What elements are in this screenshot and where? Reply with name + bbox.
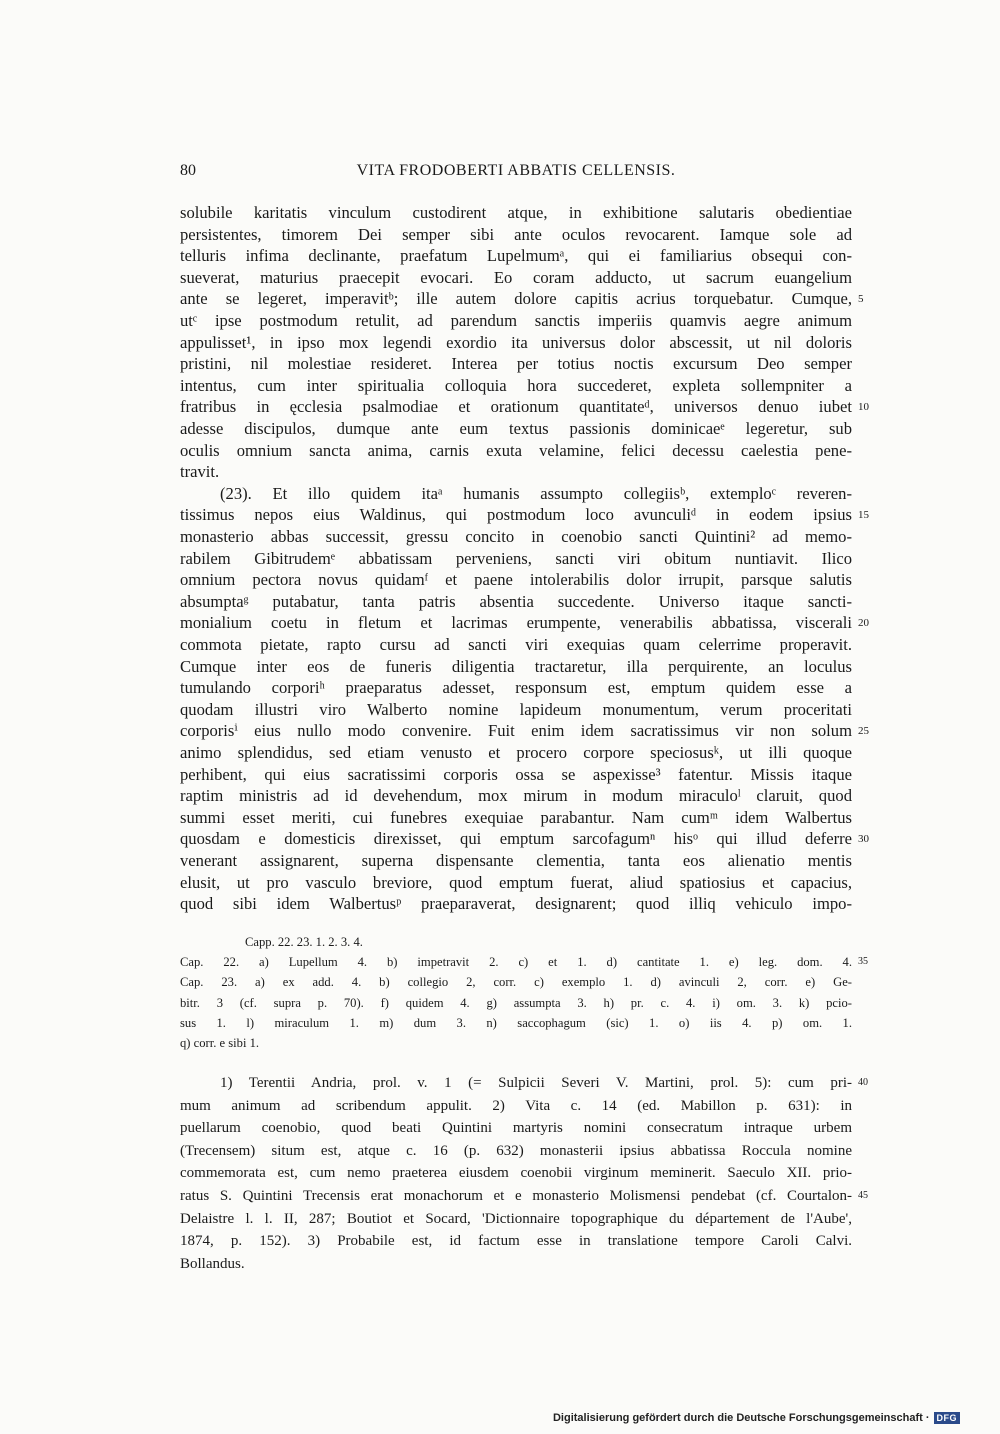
body-line: summi esset meriti, cui funebres exequiae parabantur. Nam cumᵐ idem Walbertus: [180, 807, 852, 827]
body-line: elusit, ut pro vasculo breviore, quod emptum fuerat, aliud spatiosius et capacius,: [180, 872, 852, 892]
body-line: monialium coetu in fletum et lacrimas erumpente, venerabilis abbatissa, viscerali: [180, 613, 852, 633]
footnote-line: Delaistre l. l. II, 287; Boutiot et Socard, 'Dictionnaire topographique du département de l'Aube',: [180, 1210, 852, 1227]
body-line: adesse discipulos, dumque ante eum textus passionis dominicaeᵉ legeretur, sub: [180, 419, 852, 438]
line-number: 30: [858, 833, 869, 846]
body-line: ante se legeret, imperavitᵇ; ille autem dolore capitis acrius torquebatur. Cumque,: [180, 289, 852, 309]
body-line: quosdam e domesticis direxisset, qui emptum sarcofagumⁿ hisᵒ qui illud deferre: [180, 829, 852, 849]
running-title: VITA FRODOBERTI ABBATIS CELLENSIS.: [356, 162, 676, 179]
body-line: telluris infima declinante, praefatum Lupelmumᵃ, qui ei familiarius obsequi con-: [180, 246, 852, 266]
body-line: sueverat, maturius praecepit evocari. Eo coram adducto, ut sacrum euangelium: [180, 267, 852, 287]
footnote-line: commemorata est, cum nemo praeterea eiusdem coenobii virginum meminerit. Saeculo XII. prio-: [180, 1165, 852, 1182]
body-line: raptim ministris ad id devehendum, mox mirum in modum miraculoˡ claruit, quod: [180, 786, 852, 806]
body-line: utᶜ ipse postmodum retulit, ad parendum sanctis imperiis quamvis aegre animum: [180, 311, 852, 330]
line-number: 20: [858, 617, 869, 630]
line-number: 15: [858, 509, 869, 522]
body-line: absumptaᵍ putabatur, tanta patris absentia succedente. Universo itaque sancti-: [180, 591, 852, 611]
body-line: oculis omnium sancta anima, carnis exuta velamine, felici decessu caelestia pene-: [180, 440, 852, 460]
page-number: 80: [180, 162, 196, 179]
body-line: appulisset¹, in ipso mox legendi exordio ita universus dolor abscessit, ut nil doloris: [180, 332, 852, 352]
credit-text: Digitalisierung gefördert durch die Deutsche Forschungsgemeinschaft ·: [552, 1412, 930, 1424]
line-number: 25: [858, 725, 869, 738]
body-line: solubile karitatis vinculum custodirent atque, in exhibitione salutaris obedientiae: [180, 203, 852, 222]
footnote-line: 1) Terentii Andria, prol. v. 1 (= Sulpicii Severi V. Martini, prol. 5): cum pri-: [220, 1075, 852, 1091]
apparatus-line: Capp. 22. 23. 1. 2. 3. 4.: [245, 935, 363, 949]
line-number: 40: [858, 1077, 868, 1088]
body-line: (23). Et illo quidem itaᵃ humanis assumpto collegiisᵇ, extemploᶜ reveren-: [220, 483, 852, 503]
apparatus-line: sus 1. l) miraculum 1. m) dum 3. n) saccophagum (sic) 1. o) iis 4. p) om. 1.: [180, 1015, 852, 1030]
digitization-credit: [553, 1412, 960, 1424]
apparatus-line: Cap. 23. a) ex add. 4. b) collegio 2, corr. c) exemplo 1. d) avinculi 2, corr. e) Ge-: [180, 975, 852, 990]
apparatus-line: bitr. 3 (cf. supra p. 70). f) quidem 4. g) assumpta 3. h) pr. c. 4. i) om. 3. k) pcio-: [180, 995, 852, 1010]
body-line: persistentes, timorem Dei semper sibi ante oculos revocarent. Iamque sole ad: [180, 224, 852, 244]
body-line: venerant assignarent, superna dispensante clementia, tanta eos alienatio mentis: [180, 851, 852, 870]
body-line: rabilem Gibitrudemᵉ abbatissam perveniens, sancti viri obitum nuntiavit. Ilico: [180, 548, 852, 568]
body-line: pristini, nil molestiae resideret. Interea per totius noctis excursum Deo semper: [180, 354, 852, 374]
footnote-line: puellarum coenobio, quod beati Quintini martyris nomini consecratum intraque urbem: [180, 1120, 852, 1137]
body-line: perhibent, qui eius sacratissimi corporis ossa se aspexisse³ fatentur. Missis itaque: [180, 764, 852, 784]
footnote-line: mum animum ad scribendum appulit. 2) Vita c. 14 (ed. Mabillon p. 631): in: [180, 1097, 852, 1114]
footnote-line: ratus S. Quintini Trecensis erat monachorum et e monasterio Molismensi pendebat (cf. Courtalon-: [180, 1188, 852, 1204]
body-line: animo splendidus, sed etiam venusto et procero corpore speciosusᵏ, ut illi quoque: [180, 743, 852, 762]
line-number: 5: [858, 293, 864, 306]
apparatus-line: q) corr. e sibi 1.: [180, 1036, 260, 1050]
body-line: monasterio abbas successit, gressu concito in coenobio sancti Quintini² ad memo-: [180, 527, 852, 546]
footnote-line: 1874, p. 152). 3) Probabile est, id factum esse in translatione tempore Caroli Calvi.: [180, 1233, 852, 1250]
body-line: travit.: [180, 462, 220, 482]
body-line: tumulando corporiʰ praeparatus adesset, responsum est, emptum quidem esse a: [180, 678, 852, 698]
line-number: 10: [858, 401, 869, 414]
body-line: Cumque inter eos de funeris diligentia tractaretur, illa perquirente, an loculus: [180, 656, 852, 676]
body-line: commota pietate, rapto cursu ad sancti viri exequias quam celerrime properavit.: [180, 635, 852, 654]
body-line: quodam illustri viro Walberto nomine lapideum monumentum, verum proceritati: [180, 699, 852, 719]
line-number: 35: [858, 956, 868, 968]
body-line: omnium pectora novus quidamᶠ et paene intolerabilis dolor irrupit, parsque salutis: [180, 570, 852, 590]
page-header: [180, 162, 852, 186]
line-number: 45: [858, 1190, 868, 1201]
body-line: intentus, cum inter spiritualia colloquia hora succederet, expleta sollempniter a: [180, 375, 852, 395]
body-line: tissimus nepos eius Waldinus, qui postmodum loco avunculiᵈ in eodem ipsius: [180, 505, 852, 525]
dfg-logo: DFG: [934, 1412, 961, 1424]
body-line: quod sibi idem Walbertusᵖ praeparaverat, designarent; quod illiq vehiculo impo-: [180, 894, 852, 914]
footnote-line: (Trecensem) situm est, atque c. 16 (p. 632) monasterii ipsius abbatissa Roccula nomine: [180, 1142, 852, 1159]
body-line: fratribus in ęcclesia psalmodiae et orationum quantitateᵈ, universos denuo iubet: [180, 397, 852, 417]
body-line: corporisⁱ eius nullo modo convenire. Fuit enim idem sacratissimus vir non solum: [180, 721, 852, 741]
apparatus-line: Cap. 22. a) Lupellum 4. b) impetravit 2. c) et 1. d) cantitate 1. e) leg. dom. 4.: [180, 955, 852, 970]
footnote-line: Bollandus.: [180, 1255, 245, 1272]
